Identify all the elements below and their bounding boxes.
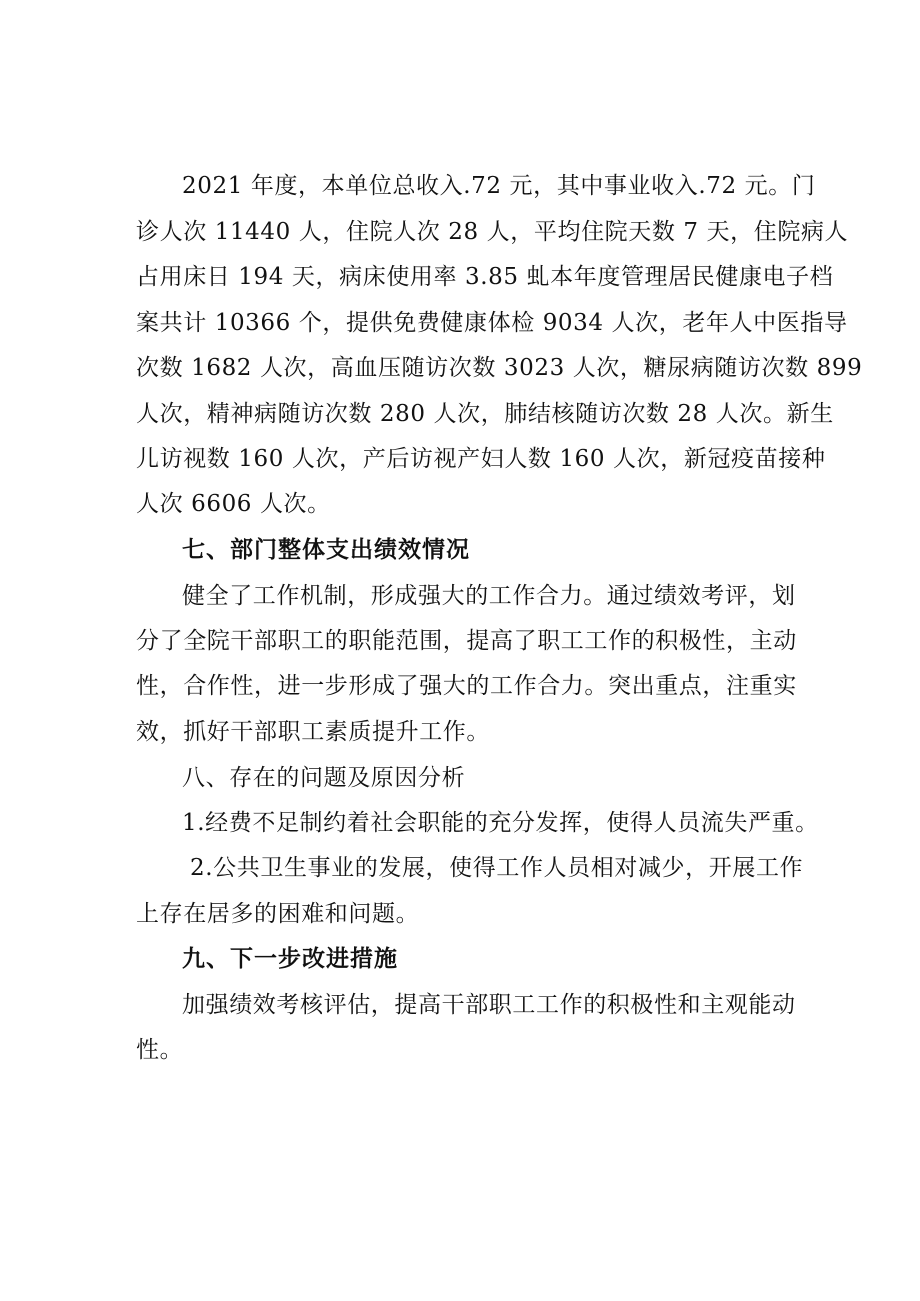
paragraph-line: 案共计 10366 个，提供免费健康体检 9034 人次，老年人中医指导 [136, 310, 848, 336]
section-heading: 九、下一步改进措施 [182, 946, 398, 972]
paragraph-line: 占用床日 194 天，病床使用率 3.85 虬本年度管理居民健康电子档 [136, 264, 834, 290]
paragraph-line: 2021 年度，本单位总收入.72 元，其中事业收入.72 元。门 [182, 173, 816, 199]
paragraph-line: 性。 [136, 1037, 184, 1063]
section-heading: 七、部门整体支出绩效情况 [182, 537, 470, 563]
paragraph-line: 效，抓好干部职工素质提升工作。 [136, 719, 490, 745]
paragraph-line: 次数 1682 人次，高血压随访次数 3023 人次，糖尿病随访次数 899 [136, 355, 863, 381]
list-item-continuation: 上存在居多的困难和问题。 [136, 901, 420, 927]
paragraph-line: 加强绩效考核评估，提高干部职工工作的积极性和主观能动 [182, 992, 796, 1018]
paragraph-line: 人次，精神病随访次数 280 人次，肺结核随访次数 28 人次。新生 [136, 401, 834, 427]
paragraph-line: 人次 6606 人次。 [136, 491, 331, 517]
paragraph-line: 健全了工作机制，形成强大的工作合力。通过绩效考评，划 [182, 583, 796, 609]
paragraph-line: 儿访视数 160 人次，产后访视产妇人数 160 人次，新冠疫苗接种 [136, 446, 826, 472]
paragraph-line: 性，合作性，进一步形成了强大的工作合力。突出重点，注重实 [136, 673, 797, 699]
paragraph-line: 分了全院干部职工的职能范围，提高了职工工作的积极性，主动 [136, 628, 797, 654]
section-heading: 八、存在的问题及原因分析 [182, 765, 466, 791]
paragraph-line: 诊人次 11440 人，住院人次 28 人，平均住院天数 7 天，住院病人 [136, 219, 849, 245]
list-item: 1.经费不足制约着社会职能的充分发挥，使得人员流失严重。 [182, 810, 819, 836]
list-item: 2.公共卫生事业的发展，使得工作人员相对减少，开展工作 [190, 855, 804, 881]
